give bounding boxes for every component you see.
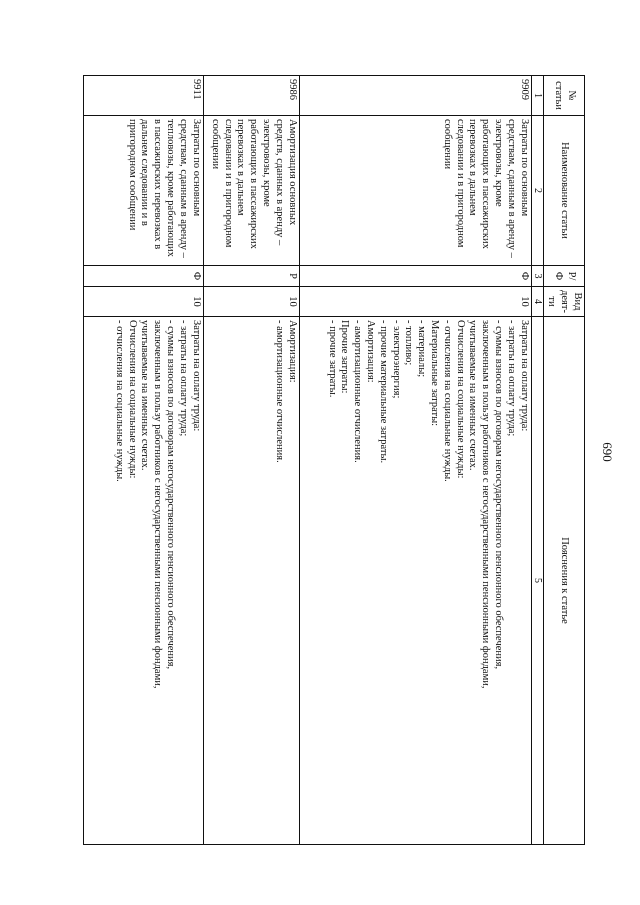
explanation-line: - затраты на оплату труда; bbox=[505, 320, 517, 437]
column-number: 1 bbox=[531, 76, 543, 116]
article-activity: 10 bbox=[299, 287, 531, 317]
explanation-line: Прочие затраты: bbox=[339, 320, 351, 394]
header-code: № статьи bbox=[543, 76, 584, 116]
article-rf: Ф bbox=[83, 266, 203, 287]
header-name: Наименование статьи bbox=[543, 116, 584, 266]
articles-table bbox=[83, 75, 585, 845]
article-activity: 10 bbox=[203, 287, 299, 317]
header-vid: Вид деят-ти bbox=[543, 287, 584, 317]
explanation-line: - электроэнергия; bbox=[390, 320, 402, 399]
column-number: 3 bbox=[531, 266, 543, 287]
header-rf: Р/ Ф bbox=[543, 266, 584, 287]
explanation-line: - материалы; bbox=[416, 320, 428, 378]
explanation-line: Амортизация: bbox=[286, 320, 298, 383]
header-explanation: Пояснения к статье bbox=[543, 317, 584, 845]
article-name: Затраты по основным средствам, сданным в аренду – тепловозы, кроме работающих в пассажирских перевозках в дальнем следовании и в пригородном сообщении bbox=[83, 116, 203, 266]
article-name: Амортизация основных средств, сданных в аренду – электровозы, кроме работающих в пассажирских перевозках в дальнем следовании и в пригородном сообщении bbox=[203, 116, 299, 266]
article-code: 9909 bbox=[299, 76, 531, 116]
explanation-line: Отчисления на социальные нужды: bbox=[126, 320, 138, 479]
column-number-row bbox=[531, 76, 543, 845]
explanation-line: - отчисления на социальные нужды. bbox=[441, 320, 453, 482]
explanation-line: Затраты на оплату труда: bbox=[190, 320, 202, 432]
explanation-line: - амортизационные отчисления. bbox=[352, 320, 364, 463]
column-number: 5 bbox=[531, 317, 543, 845]
table-row bbox=[299, 76, 531, 845]
table-row bbox=[203, 76, 299, 845]
explanation-line: Материальные затраты: bbox=[429, 320, 441, 427]
explanation-line: - затраты на оплату труда; bbox=[177, 320, 189, 437]
explanation-line: Отчисления на социальные нужды: bbox=[454, 320, 466, 479]
rotated-table-wrapper bbox=[95, 75, 585, 845]
article-code: 9986 bbox=[203, 76, 299, 116]
article-code: 9911 bbox=[83, 76, 203, 116]
explanation-line: учитываемые на именных счетах. bbox=[467, 320, 479, 471]
explanation-line: - топливо; bbox=[403, 320, 415, 366]
article-name: Затраты по основным средствам, сданным в аренду – электровозы, кроме работающих в пассажирских перевозках в дальнем следовании и в пригородном сообщении bbox=[299, 116, 531, 266]
article-explanation bbox=[203, 317, 299, 845]
explanation-line: заключенным в пользу работников с негосударственными пенсионными фондами, bbox=[480, 320, 492, 689]
explanation-line: Затраты на оплату труда: bbox=[518, 320, 530, 432]
explanation-line: заключенным в пользу работников с негосударственными пенсионными фондами, bbox=[152, 320, 164, 689]
explanation-line: - суммы взносов по договорам негосударственного пенсионного обеспечения, bbox=[493, 320, 505, 670]
explanation-line: - отчисления на социальные нужды. bbox=[113, 320, 125, 482]
article-rf: Р bbox=[203, 266, 299, 287]
table-row bbox=[83, 76, 203, 845]
page-number: 690 bbox=[600, 442, 615, 462]
article-rf: Ф bbox=[299, 266, 531, 287]
explanation-line: - суммы взносов по договорам негосударственного пенсионного обеспечения, bbox=[165, 320, 177, 670]
column-number: 4 bbox=[531, 287, 543, 317]
article-explanation bbox=[299, 317, 531, 845]
table-header-row bbox=[543, 76, 584, 845]
column-number: 2 bbox=[531, 116, 543, 266]
article-activity: 10 bbox=[83, 287, 203, 317]
explanation-line: - прочие материальные затраты. bbox=[377, 320, 389, 464]
explanation-line: учитываемые на именных счетах. bbox=[139, 320, 151, 471]
explanation-line: - прочие затраты. bbox=[326, 320, 338, 398]
article-explanation bbox=[83, 317, 203, 845]
explanation-line: Амортизация: bbox=[365, 320, 377, 383]
explanation-line: - амортизационные отчисления. bbox=[273, 320, 285, 463]
